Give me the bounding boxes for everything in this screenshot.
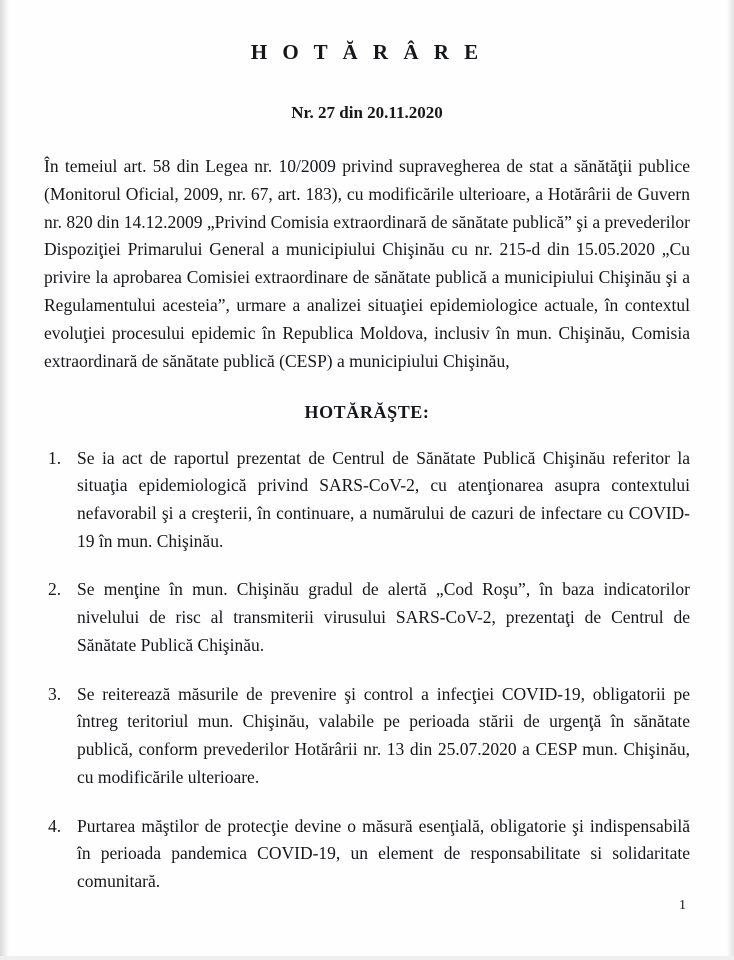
preamble-paragraph: În temeiul art. 58 din Legea nr. 10/2009 privind supravegherea de stat a sănătăţii publice (Monitorul Oficial, 2009, nr. 67, art. 183), cu modificările ulterioare, a Hotărârii de Guvern nr. 820 din 14.12.2009 „Privind Comisia extraordinară de sănătate publică” şi a prevederilor Dispoziţiei Primarului General a municipiului Chişinău cu nr. 215-d din 15.05.2020 „Cu privire la aprobarea Comisiei extraordinare de sănătate publică a municipiului Chişinău şi a Regulamentului acesteia”, urmare a analizei situaţiei epidemiologice actuale, în contextul evoluţiei procesului epidemic în Republica Moldova, inclusiv în mun. Chişinău, Comisia extraordinară de sănătate publică (CESP) a municipiului Chişinău, [44, 156, 690, 371]
document-title: H O T Ă R Â R E [250, 40, 484, 64]
list-item-text: Se menţine în mun. Chişinău gradul de alertă „Cod Roşu”, în baza indicatorilor nivelului de risc al transmiterii virusului SARS-CoV-2, prezentaţi de Centrul de Sănătate Publică Chişinău. [77, 579, 690, 655]
page-number: 1 [679, 898, 686, 913]
list-item-number: 4. [48, 815, 62, 836]
list-item-text: Purtarea măştilor de protecţie devine o măsură esenţială, obligatorie şi indispensabilă în perioada pandemica COVID-19, un element de responsabilitate si solidaritate comunitară. [77, 815, 690, 892]
list-item-number: 2. [48, 579, 62, 600]
decision-heading: HOTĂRĂŞTE: [304, 401, 430, 422]
list-item-text: Se reiterează măsurile de prevenire şi control a infecţiei COVID-19, obligatorii pe întreg teritoriul mun. Chişinău, valabile pe perioada stării de urgenţă în sănătate publică, conform prevederilor Hotărârii nr. 13 din 25.07.2020 a CESP mun. Chişinău, cu modificările ulterioare. [77, 683, 690, 787]
list-item-number: 3. [48, 683, 62, 704]
list-item [44, 576, 690, 659]
list-item-number: 1. [48, 447, 62, 468]
page-right-edge-shading [727, 0, 734, 960]
list-item [44, 445, 690, 556]
list-item [44, 681, 690, 792]
list-item-text: Se ia act de raportul prezentat de Centrul de Sănătate Publică Chişinău referitor la situaţia epidemiologică privind SARS-CoV-2, cu atenţionarea asupra contextului nefavorabil şi a creşterii, în continuare, a numărului de cazuri de infectare cu COVID-19 în mun. Chişinău. [77, 447, 690, 551]
document-number: Nr. 27 din 20.11.2020 [291, 103, 443, 122]
page-bottom-edge-shading [0, 956, 734, 960]
page-left-edge-shading [0, 0, 9, 960]
list-item [44, 813, 690, 896]
decision-items-list [44, 445, 690, 896]
